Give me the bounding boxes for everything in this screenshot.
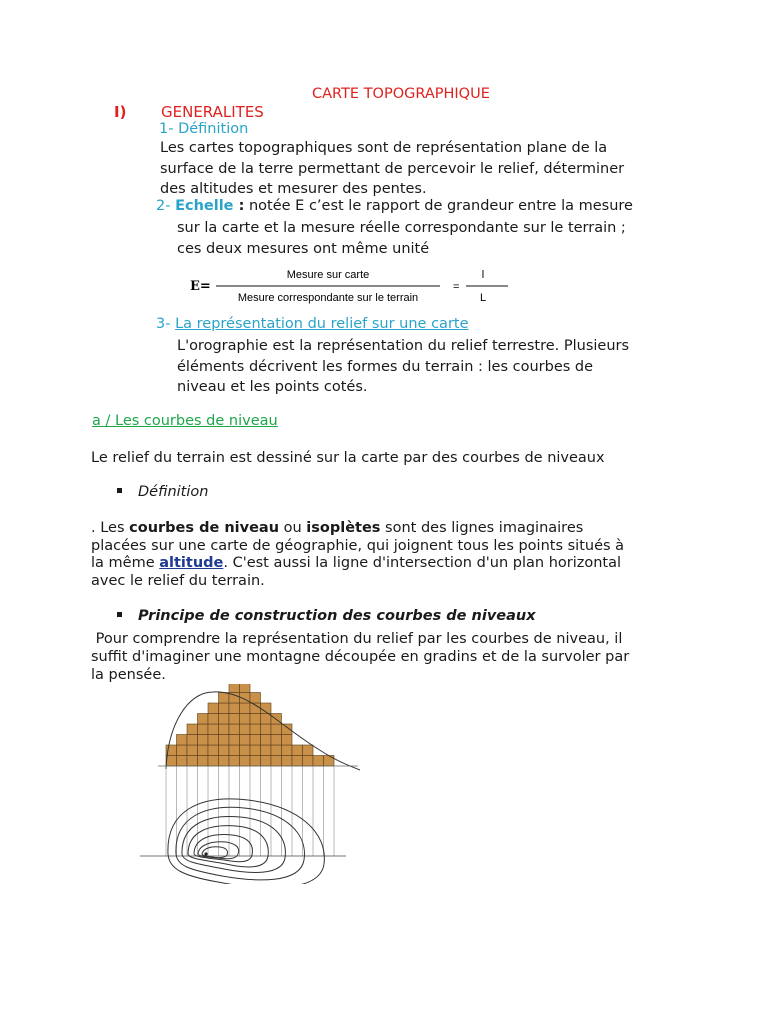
terrace-cell bbox=[240, 756, 251, 767]
terrace-cell bbox=[261, 724, 272, 735]
representation-paragraph bbox=[177, 336, 629, 398]
contour-lines bbox=[168, 799, 324, 884]
contour-line bbox=[168, 799, 324, 884]
terrace-cell bbox=[177, 745, 188, 756]
terrace-blocks bbox=[166, 684, 334, 766]
formula-denominator-short: L bbox=[479, 292, 487, 304]
terrace-cell bbox=[240, 714, 251, 725]
terrace-cell bbox=[240, 745, 251, 756]
text-line: des altitudes et mesurer des pentes. bbox=[160, 181, 427, 197]
echelle-term: Echelle bbox=[175, 198, 234, 214]
text-line: Les cartes topographiques sont de représentation plane de la bbox=[160, 140, 608, 156]
formula-numerator: Mesure sur carte bbox=[286, 269, 370, 281]
terrace-cell bbox=[261, 756, 272, 767]
terrace-cell bbox=[229, 724, 240, 735]
terrace-cell bbox=[282, 756, 293, 767]
terrace-cell bbox=[198, 714, 209, 725]
terrace-cell bbox=[208, 745, 219, 756]
terrace-cell bbox=[292, 756, 303, 767]
text-line bbox=[91, 520, 624, 538]
representation-number: 3- bbox=[156, 316, 176, 332]
terrace-cell bbox=[313, 756, 324, 767]
section-heading-generalites bbox=[114, 103, 264, 121]
text-line: surface de la terre permettant de percevoir le relief, déterminer bbox=[160, 160, 625, 177]
terrace-cell bbox=[219, 693, 230, 704]
terrace-cell bbox=[229, 756, 240, 767]
terrace-cell bbox=[177, 735, 188, 746]
courbes-definition-paragraph bbox=[91, 520, 624, 590]
bullet-square-icon bbox=[117, 488, 122, 493]
section-label: GENERALITES bbox=[161, 103, 264, 121]
terrace-cell bbox=[282, 745, 293, 756]
terrace-cell bbox=[229, 714, 240, 725]
terrace-cell bbox=[229, 684, 240, 693]
terrace-cell bbox=[250, 724, 261, 735]
contour-line bbox=[176, 807, 305, 880]
terrace-cell bbox=[240, 735, 251, 746]
terrace-cell bbox=[177, 756, 188, 767]
text-line: avec le relief du terrain. bbox=[91, 572, 265, 589]
text-line: niveau et les points cotés. bbox=[177, 379, 368, 395]
terrace-cell bbox=[198, 735, 209, 746]
echelle-text: notée E c’est le rapport de grandeur entre la mesure bbox=[244, 198, 633, 214]
terrace-cell bbox=[292, 745, 303, 756]
definition-paragraph bbox=[160, 138, 624, 200]
formula-lhs: E= bbox=[190, 279, 211, 294]
terrace-cell bbox=[271, 756, 282, 767]
text-line: ces deux mesures ont même unité bbox=[177, 240, 430, 257]
text-run: . Les bbox=[91, 520, 130, 536]
text-line: L'orographie est la représentation du relief terrestre. Plusieurs bbox=[177, 338, 630, 354]
terrace-cell bbox=[261, 735, 272, 746]
terrace-cell bbox=[271, 745, 282, 756]
text-line: Pour comprendre la représentation du relief par les courbes de niveau, il bbox=[91, 631, 623, 647]
terrace-cell bbox=[250, 735, 261, 746]
terrace-cell bbox=[166, 756, 177, 767]
representation-title: La représentation du relief sur une carte bbox=[175, 316, 469, 332]
terrace-cell bbox=[240, 684, 251, 693]
terrace-cell bbox=[250, 714, 261, 725]
bullet-square-icon bbox=[117, 612, 122, 617]
bullet-definition bbox=[117, 484, 208, 500]
terrace-cell bbox=[250, 693, 261, 704]
bullet-label: Principe de construction des courbes de niveaux bbox=[138, 608, 536, 624]
altitude-link[interactable]: altitude bbox=[159, 555, 224, 571]
terrace-cell bbox=[208, 756, 219, 767]
text-run: la même bbox=[91, 555, 160, 571]
text-line bbox=[91, 555, 624, 573]
terrace-cell bbox=[187, 735, 198, 746]
echelle-heading bbox=[156, 198, 633, 214]
terrace-cell bbox=[208, 714, 219, 725]
text-line: éléments décrivent les formes du terrain : les courbes de bbox=[177, 358, 594, 375]
definition-heading: 1- Définition bbox=[159, 121, 249, 137]
terrace-cell bbox=[303, 756, 314, 767]
terrace-cell bbox=[187, 745, 198, 756]
terrace-cell bbox=[250, 745, 261, 756]
terrace-cell bbox=[208, 703, 219, 714]
text-line: suffit d'imaginer une montagne découpée en gradins et de la survoler par bbox=[91, 649, 630, 665]
summit-point bbox=[204, 852, 207, 855]
text-run: ou bbox=[279, 520, 307, 536]
page-title: CARTE TOPOGRAPHIQUE bbox=[312, 86, 490, 102]
echelle-paragraph bbox=[177, 218, 626, 259]
terrace-cell bbox=[240, 724, 251, 735]
terrace-cell bbox=[219, 724, 230, 735]
terrace-cell bbox=[240, 703, 251, 714]
text-line: placées sur une carte de géographie, qui joignent tous les points situés à bbox=[91, 537, 625, 554]
terrace-cell bbox=[187, 724, 198, 735]
terrace-cell bbox=[261, 745, 272, 756]
term-courbes: courbes de niveau bbox=[129, 520, 280, 536]
terrace-cell bbox=[198, 756, 209, 767]
representation-heading bbox=[156, 316, 469, 332]
terrace-cell bbox=[229, 703, 240, 714]
terrace-cell bbox=[229, 735, 240, 746]
terrace-cell bbox=[282, 735, 293, 746]
terrace-cell bbox=[271, 735, 282, 746]
contour-construction-figure bbox=[138, 684, 368, 884]
courbes-heading: a / Les courbes de niveau bbox=[92, 413, 278, 429]
section-number: I) bbox=[114, 103, 127, 121]
text-run: sont des lignes imaginaires bbox=[380, 520, 584, 536]
terrace-cell bbox=[219, 703, 230, 714]
terrace-cell bbox=[208, 724, 219, 735]
terrace-cell bbox=[219, 714, 230, 725]
terrace-cell bbox=[250, 756, 261, 767]
terrace-cell bbox=[219, 756, 230, 767]
text-line: la pensée. bbox=[91, 667, 166, 683]
bullet-principe bbox=[117, 608, 536, 624]
text-line: sur la carte et la mesure réelle correspondante sur le terrain ; bbox=[177, 220, 626, 236]
terrace-cell bbox=[198, 745, 209, 756]
terrace-cell bbox=[229, 745, 240, 756]
terrace-cell bbox=[187, 756, 198, 767]
echelle-number: 2- bbox=[156, 198, 176, 214]
formula-equals: = bbox=[453, 281, 460, 293]
courbes-intro: Le relief du terrain est dessiné sur la carte par des courbes de niveaux bbox=[91, 450, 605, 466]
echelle-colon: : bbox=[233, 198, 245, 214]
formula-numerator-short: l bbox=[481, 269, 485, 281]
bullet-label: Définition bbox=[138, 484, 209, 500]
terrace-cell bbox=[219, 745, 230, 756]
terrace-cell bbox=[303, 745, 314, 756]
terrace-cell bbox=[271, 724, 282, 735]
principe-paragraph bbox=[91, 630, 629, 684]
formula-denominator: Mesure correspondante sur le terrain bbox=[237, 292, 419, 304]
terrace-cell bbox=[219, 735, 230, 746]
terrace-cell bbox=[208, 735, 219, 746]
scale-formula bbox=[188, 262, 518, 306]
text-run: . C'est aussi la ligne d'intersection d'un plan horizontal bbox=[223, 555, 622, 571]
term-isopletes: isoplètes bbox=[306, 520, 381, 536]
terrace-cell bbox=[198, 724, 209, 735]
